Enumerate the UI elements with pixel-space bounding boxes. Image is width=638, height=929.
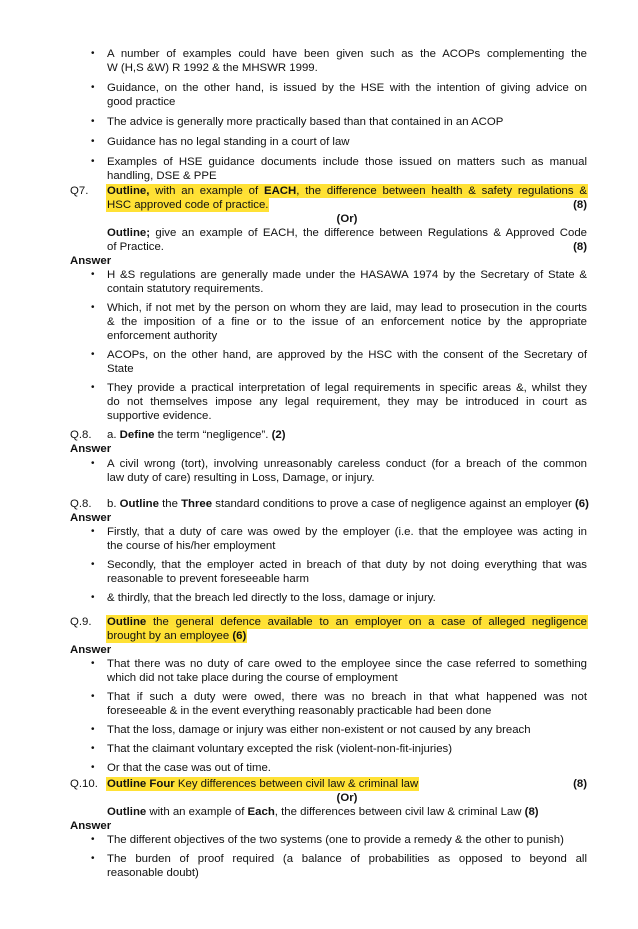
question-number: Q.8. [70, 429, 92, 441]
marks-label: (8) [573, 199, 587, 211]
list-item-text: the course of his/her employment [107, 540, 276, 552]
bullet-icon: • [91, 136, 95, 147]
list-item-text: contain statutory requirements. [107, 283, 264, 295]
question-number: Q.10. [70, 778, 98, 790]
list-item-text: & thirdly, that the breach led directly to the loss, damage or injury. [107, 592, 436, 604]
alt-question-text: Outline; give an example of EACH, the difference between Regulations & Approved Code [107, 227, 587, 239]
bullet-icon: • [91, 269, 95, 280]
question-text: Outline the general defence available to an employer on a case of alleged negligence [107, 616, 587, 628]
marks-label: (8) [573, 778, 587, 790]
question-number: Q7. [70, 185, 89, 197]
list-item-text: & the imposition of a fine or to the issue of an enforcement notice by the appropriate [107, 316, 587, 328]
question-number: Q.9. [70, 616, 92, 628]
bullet-icon: • [91, 349, 95, 360]
list-item-text: That the loss, damage or injury was either non-existent or not caused by any breach [107, 724, 531, 736]
list-item-text: law duty of care) resulting in Loss, Damage, or injury. [107, 472, 375, 484]
answer-heading: Answer [70, 644, 112, 656]
bullet-icon: • [91, 762, 95, 773]
question-number: Q.8. [70, 498, 92, 510]
alt-question-text-cont: of Practice. [107, 241, 164, 253]
list-item-text: Guidance has no legal standing in a court of law [107, 136, 350, 148]
answer-heading: Answer [70, 443, 112, 455]
bullet-icon: • [91, 116, 95, 127]
marks-label: (8) [573, 241, 587, 253]
bullet-icon: • [91, 458, 95, 469]
list-item-text: That if such a duty were owed, there was no breach in that what happened was not [107, 691, 587, 703]
alt-question-text: Outline with an example of Each, the differences between civil law & criminal Law (8) [107, 806, 539, 818]
answer-heading: Answer [70, 820, 112, 832]
answer-heading: Answer [70, 255, 112, 267]
bullet-icon: • [91, 658, 95, 669]
bullet-icon: • [91, 853, 95, 864]
question-text: Outline Four Key differences between civil law & criminal law [107, 778, 419, 790]
list-item-text: Which, if not met by the person on whom they are laid, may lead to prosecution in the courts [107, 302, 587, 314]
list-item-text: State [107, 363, 134, 375]
list-item-text: Examples of HSE guidance documents include those issued on matters such as manual [107, 156, 587, 168]
list-item-text: enforcement authority [107, 330, 218, 342]
bullet-icon: • [91, 526, 95, 537]
list-item-text: Or that the case was out of time. [107, 762, 271, 774]
bullet-icon: • [91, 724, 95, 735]
answer-heading: Answer [70, 512, 112, 524]
list-item-text: W (H,S &W) R 1992 & the MHSWR 1999. [107, 62, 318, 74]
question-text-cont: HSC approved code of practice. [107, 199, 269, 211]
question-text: a. Define the term “negligence”. (2) [107, 429, 286, 441]
or-label: (Or) [336, 213, 358, 225]
bullet-icon: • [91, 559, 95, 570]
bullet-icon: • [91, 382, 95, 393]
list-item-text: Secondly, that the employer acted in breach of that duty by not doing everything that was [107, 559, 587, 571]
list-item-text: do not themselves impose any legal requirement, they may be introduced in court as [107, 396, 587, 408]
bullet-icon: • [91, 834, 95, 845]
list-item-text: Firstly, that a duty of care was owed by the employer (i.e. that the employee was acting in [107, 526, 587, 538]
question-text-cont: brought by an employee (6) [107, 630, 247, 642]
list-item-text: The different objectives of the two systems (one to provide a remedy & the other to punish) [107, 834, 564, 846]
bullet-icon: • [91, 48, 95, 59]
list-item-text: ACOPs, on the other hand, are approved by the HSC with the consent of the Secretary of [107, 349, 587, 361]
list-item-text: They provide a practical interpretation of legal requirements in specific areas &, whilst they [107, 382, 587, 394]
bullet-icon: • [91, 743, 95, 754]
list-item-text: which did not take place during the course of employment [107, 672, 398, 684]
list-item-text: That the claimant voluntary excepted the risk (violent-non-fit-injuries) [107, 743, 453, 755]
list-item-text: supportive evidence. [107, 410, 212, 422]
list-item-text: That there was no duty of care owed to the employee since the case referred to something [107, 658, 587, 670]
list-item-text: A civil wrong (tort), involving unreasonably careless conduct (for a breach of the common [107, 458, 587, 470]
or-label: (Or) [336, 792, 358, 804]
list-item-text: The advice is generally more practically based than that contained in an ACOP [107, 116, 504, 128]
list-item-text: A number of examples could have been given such as the ACOPs complementing the [107, 48, 587, 60]
bullet-icon: • [91, 592, 95, 603]
question-text: Outline, with an example of EACH, the difference between health & safety regulations & [107, 185, 587, 197]
list-item-text: reasonable doubt) [107, 867, 199, 879]
list-item-text: good practice [107, 96, 176, 108]
question-text: b. Outline the Three standard conditions to prove a case of negligence against an employer (6) [107, 498, 589, 510]
list-item-text: handling, DSE & PPE [107, 170, 217, 182]
list-item-text: Guidance, on the other hand, is issued by the HSE with the intention of giving advice on [107, 82, 587, 94]
bullet-icon: • [91, 691, 95, 702]
bullet-icon: • [91, 302, 95, 313]
bullet-icon: • [91, 82, 95, 93]
list-item-text: The burden of proof required (a balance of probabilities as opposed to beyond all [107, 853, 587, 865]
bullet-icon: • [91, 156, 95, 167]
list-item-text: reasonable to prevent foreseeable harm [107, 573, 309, 585]
list-item-text: foreseeable & in the event everything reasonably practicable had been done [107, 705, 492, 717]
list-item-text: H &S regulations are generally made under the HASAWA 1974 by the Secretary of State & [107, 269, 587, 281]
